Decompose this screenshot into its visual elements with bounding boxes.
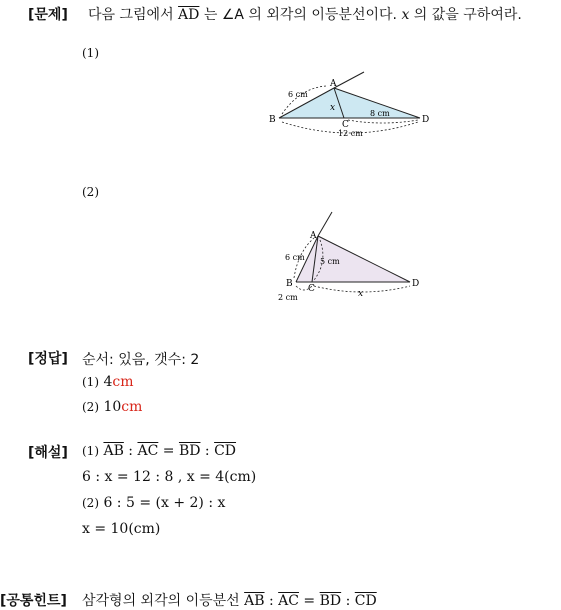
var-x: x: [401, 7, 410, 23]
segment-ac: $\overline{AC}$: [278, 593, 299, 609]
figure2-label: (2): [82, 185, 99, 199]
explanation-line1: [82, 443, 236, 459]
figure2-point-b: B: [286, 279, 293, 289]
explanation-2-label: (2): [82, 496, 99, 510]
figure1-ext-line: [334, 72, 364, 88]
problem-text-pre: 다음 그림에서: [88, 7, 179, 23]
answer-2-value: 10: [103, 399, 122, 415]
colon: :: [123, 443, 138, 459]
colon: :: [264, 593, 279, 609]
figure2-var-x: x: [358, 289, 364, 299]
segment-ad: $\overline{AD}$: [178, 7, 200, 23]
answer-tag: [정답]: [28, 351, 68, 367]
figure1-len-cd: 8 cm: [370, 109, 390, 118]
segment-ab: $\overline{AB}$: [103, 443, 124, 459]
figure2-ext-line: [318, 212, 332, 236]
problem-tag: [문제]: [28, 7, 68, 23]
segment-ab: $\overline{AB}$: [244, 593, 265, 609]
explanation-2-equation: 6 : 5 = (x + 2) : x: [103, 495, 226, 511]
figure2-point-d: D: [412, 279, 420, 289]
explanation-line3: [82, 495, 225, 511]
figure1-point-b: B: [269, 115, 276, 125]
figure2-point-c: C: [308, 284, 315, 294]
equals: =: [158, 443, 179, 459]
segment-bd: $\overline{BD}$: [319, 593, 342, 609]
hint-tag: [공통힌트]: [0, 593, 67, 609]
answer-item-1: [82, 374, 134, 390]
equals: =: [298, 593, 320, 609]
answer-item-2: [82, 399, 142, 415]
segment-cd: $\overline{CD}$: [354, 593, 377, 609]
answer-1-label: (1): [82, 375, 99, 389]
figure1-var-x: x: [330, 103, 336, 113]
figure1-len-ab: 6 cm: [288, 90, 308, 99]
hint-text: [82, 590, 377, 610]
explanation-tag: [해설]: [28, 445, 68, 461]
figure1-diagram: [260, 66, 440, 142]
problem-text: [88, 4, 522, 24]
figure1-arc-cd: [348, 120, 418, 123]
figure1-point-a: A: [330, 79, 337, 89]
segment-ac: $\overline{AC}$: [137, 443, 159, 459]
figure1-point-d: D: [422, 115, 430, 125]
colon: :: [200, 443, 215, 459]
figure1-point-c: C: [342, 120, 349, 130]
answer-2-label: (2): [82, 400, 99, 414]
answer-line1: 순서: 있음, 갯수: 2: [82, 352, 200, 368]
figure2-len-bc: 2 cm: [278, 293, 298, 302]
figure2-point-a: A: [310, 231, 317, 241]
figure1-label: (1): [82, 46, 99, 60]
problem-text-post: 의 값을 구하여라.: [409, 7, 522, 23]
explanation-line4: x = 10(cm): [82, 521, 161, 537]
answer-2-unit: cm: [121, 399, 143, 415]
figure1-len-bd: 12 cm: [338, 129, 363, 138]
figure2-len-ab: 6 cm: [285, 253, 305, 262]
answer-1-unit: cm: [112, 374, 134, 390]
segment-bd: $\overline{BD}$: [178, 443, 201, 459]
hint-text-pre: 삼각형의 외각의 이등분선: [82, 593, 245, 609]
answer-1-value: 4: [103, 374, 113, 390]
problem-text-mid: 는 ∠A 의 외각의 이등분선이다.: [199, 7, 402, 23]
colon: :: [341, 593, 355, 609]
segment-cd: $\overline{CD}$: [214, 443, 237, 459]
figure2-diagram: [270, 206, 435, 306]
figure2-len-ac: 5 cm: [320, 257, 340, 266]
explanation-1-label: (1): [82, 444, 99, 458]
explanation-line2: 6 : x = 12 : 8 , x = 4(cm): [82, 469, 257, 485]
